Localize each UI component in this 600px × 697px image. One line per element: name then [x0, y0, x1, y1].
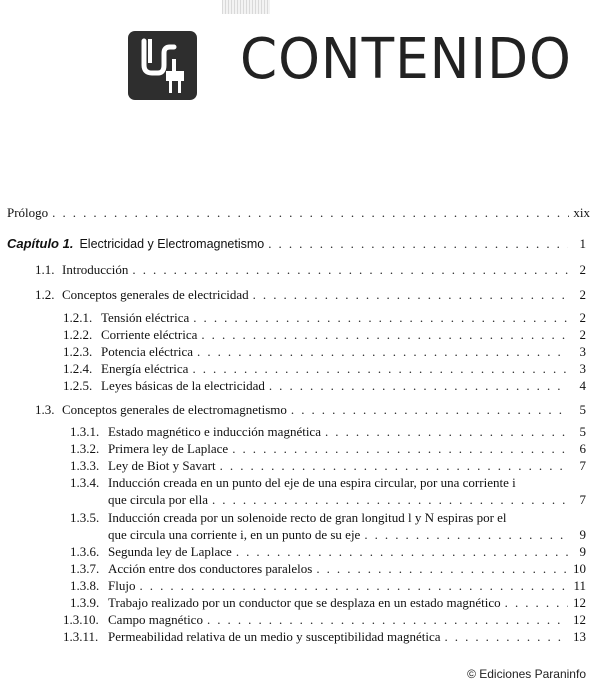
toc-entry[interactable]: que circula por ella . . . 7 [108, 492, 586, 507]
toc-entry[interactable]: que circula una corriente i, en un punto de su eje . . . 9 [108, 527, 586, 542]
header-scan-strip [222, 0, 270, 14]
chapter-title: Electricidad y Electromagnetismo [79, 237, 265, 251]
toc-entry[interactable]: 1.3.8. Flujo . . . 11 [70, 578, 586, 593]
page-title: CONTENIDO [240, 27, 572, 92]
toc-entry[interactable]: 1.3.2. Primera ley de Laplace . . . 6 [70, 441, 586, 456]
toc-entry[interactable]: 1.2.3. Potencia eléctrica . . . 3 [63, 344, 586, 359]
toc-prologue-label: Prólogo [7, 205, 49, 220]
toc-page-number: xix [573, 205, 590, 220]
toc-entry[interactable]: 1.3.6. Segunda ley de Laplace . . . 9 [70, 544, 586, 559]
toc-entry[interactable]: 1.2.5. Leyes básicas de la electricidad . . . 4 [63, 378, 586, 393]
toc-entry[interactable]: 1.2.1. Tensión eléctrica . . . 2 [63, 310, 586, 325]
toc-entry[interactable]: 1.3.1. Estado magnético e inducción magnética . . . 5 [70, 424, 586, 439]
toc-entry-line1[interactable]: 1.3.5. Inducción creada por un solenoide recto de gran longitud l y N espiras por el [70, 510, 507, 525]
toc-entry[interactable]: 1.3.3. Ley de Biot y Savart . . . 7 [70, 458, 586, 473]
toc-entry[interactable]: 1.2.4. Energía eléctrica . . . 3 [63, 361, 586, 376]
toc-prologue[interactable] [7, 205, 590, 220]
toc-entry[interactable]: 1.3.11. Permeabilidad relativa de un medio y susceptibilidad magnética . . . 13 [63, 629, 586, 644]
toc-entry[interactable]: 1.3. Conceptos generales de electromagnetismo . . . 5 [35, 402, 586, 417]
toc-page-number: 1 [579, 236, 586, 251]
toc-entry[interactable]: 1.3.10. Campo magnético . . . 12 [63, 612, 586, 627]
toc-entry[interactable]: 1.3.7. Acción entre dos conductores paralelos . . . 10 [70, 561, 586, 576]
plug-icon [128, 31, 197, 100]
toc-entry-line1[interactable]: 1.3.4. Inducción creada en un punto del eje de una espira circular, por una corriente i [70, 475, 516, 490]
toc-entry[interactable]: 1.3.9. Trabajo realizado por un conductor que se desplaza en un estado magnético . . . 12 [70, 595, 586, 610]
toc-entry[interactable]: 1.2.2. Corriente eléctrica . . . 2 [63, 327, 586, 342]
toc-chapter-1[interactable] [7, 236, 586, 252]
toc-entry[interactable]: 1.1. Introducción . . . 2 [35, 262, 586, 277]
plug-logo [128, 31, 197, 100]
toc-entry[interactable]: 1.2. Conceptos generales de electricidad . . . 2 [35, 287, 586, 302]
publisher-credit: © Ediciones Paraninfo [467, 667, 586, 681]
chapter-number: Capítulo 1. [7, 236, 74, 251]
